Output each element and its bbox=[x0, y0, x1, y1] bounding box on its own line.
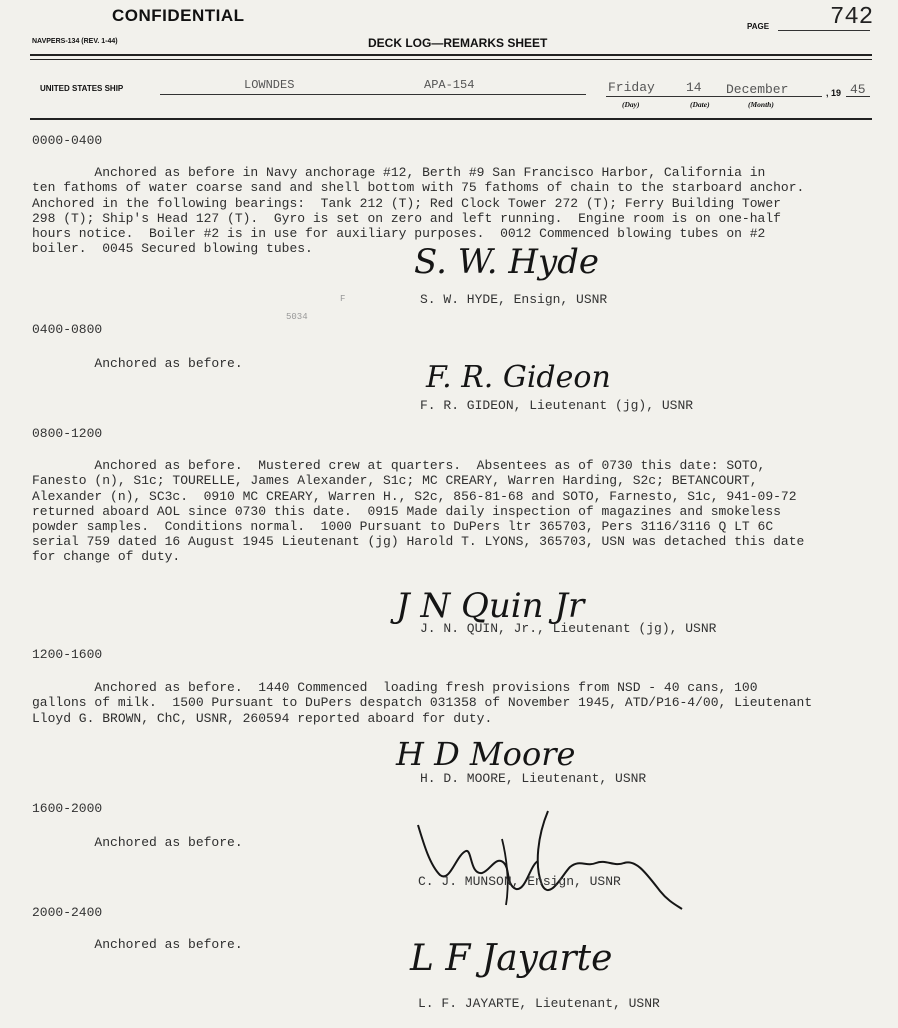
date-caption: (Date) bbox=[690, 100, 710, 109]
date-value: 14 bbox=[686, 80, 702, 95]
ship-name-underline bbox=[160, 94, 586, 95]
watch-entry-text: Anchored as before. bbox=[32, 356, 243, 372]
month-value: December bbox=[726, 82, 789, 97]
date-underline bbox=[606, 96, 822, 97]
signer-name: C. J. MUNSON, Ensign, USNR bbox=[418, 874, 621, 889]
ship-name: LOWNDES bbox=[244, 78, 295, 92]
header-rule-thin bbox=[30, 59, 872, 60]
watch-entry-text: Anchored as before. bbox=[32, 835, 243, 851]
year-prefix: , 19 bbox=[826, 88, 842, 98]
day-value: Friday bbox=[608, 80, 655, 95]
signature-handwritten: H D Moore bbox=[396, 735, 576, 773]
watch-time: 0000-0400 bbox=[32, 133, 103, 148]
month-caption: (Month) bbox=[748, 100, 774, 109]
header-rule bbox=[30, 54, 872, 56]
signature-scrawl bbox=[410, 805, 690, 915]
signature-handwritten: F. R. Gideon bbox=[426, 360, 611, 395]
page-label: PAGE bbox=[747, 22, 770, 31]
stray-mark: 5034 bbox=[286, 312, 308, 322]
watch-entry-text: Anchored as before. bbox=[32, 937, 243, 953]
signer-name: S. W. HYDE, Ensign, USNR bbox=[420, 292, 608, 307]
watch-entry-text: Anchored as before. Mustered crew at quarters. Absentees as of 0730 this date: SOTO, Fanesto (n), S1c; TOURELLE, James Alexander, S1c; MC CREARY, Warren Harding, S2c; BETANCOURT, Alexander (n), SC3c. 0910 MC CREARY, Warren H., S2c, 856-81-68 and SOTO, Farnesto, S1c, 941-09-72 returned aboard AOL since 0730 this date. 0915 Made daily inspection of magazines and smokeless powder samples. Conditions normal. 1000 Pursuant to DuPers ltr 365703, Pers 3116/3116 Q LT 6C serial 759 dated 16 August 1945 Lieutenant (jg) Harold T. LYONS, 365703, USN was detached this date for change of duty. bbox=[32, 458, 805, 565]
signer-name: L. F. JAYARTE, Lieutenant, USNR bbox=[418, 996, 660, 1011]
watch-time: 0800-1200 bbox=[32, 426, 103, 441]
watch-time: 1600-2000 bbox=[32, 801, 103, 816]
form-id: NAVPERS-134 (REV. 1-44) bbox=[32, 38, 118, 45]
watch-entry-text: Anchored as before in Navy anchorage #12, Berth #9 San Francisco Harbor, California in ten fathoms of water coarse sand and shell bottom with 75 fathoms of chain to the starboard anchor. Anchored in the following bearings: Tank 212 (T); Red Clock Tower 272 (T); Ferry Building Tower 298 (T); Ship's Head 127 (T). Gyro is set on zero and left running. Engine room is on one-half hours notice. Boiler #2 is in use for auxiliary purposes. 0012 Commenced blowing tubes on #2 boiler. 0045 Secured blowing tubes. bbox=[32, 165, 805, 257]
ship-hull-number: APA-154 bbox=[424, 78, 475, 92]
signature-handwritten: J N Quin Jr bbox=[396, 586, 585, 626]
watch-time: 2000-2400 bbox=[32, 905, 103, 920]
signer-name: F. R. GIDEON, Lieutenant (jg), USNR bbox=[420, 398, 694, 413]
page-number: 742 bbox=[830, 4, 874, 31]
signer-name: J. N. QUIN, Jr., Lieutenant (jg), USNR bbox=[420, 621, 717, 636]
watch-time: 0400-0800 bbox=[32, 322, 103, 337]
classification-label: CONFIDENTIAL bbox=[112, 6, 245, 25]
ship-label: UNITED STATES SHIP bbox=[40, 84, 124, 93]
signature-handwritten: S. W. Hyde bbox=[414, 242, 600, 282]
watch-time: 1200-1600 bbox=[32, 647, 103, 662]
day-caption: (Day) bbox=[622, 100, 640, 109]
stray-mark: F bbox=[340, 294, 346, 304]
signature-text-hidden bbox=[560, 860, 564, 861]
signature-handwritten: L F Jayarte bbox=[410, 938, 613, 979]
sheet-title: DECK LOG—REMARKS SHEET bbox=[368, 36, 548, 50]
signer-name: H. D. MOORE, Lieutenant, USNR bbox=[420, 771, 647, 786]
watch-entry-text: Anchored as before. 1440 Commenced loading fresh provisions from NSD - 40 cans, 100 gallons of milk. 1500 Pursuant to DuPers despatch 031358 of November 1945, ATD/P16-4/00, Lieutenant Lloyd G. BROWN, ChC, USNR, 260594 reported aboard for duty. bbox=[32, 680, 813, 726]
body-top-rule bbox=[30, 118, 872, 120]
year-value: 45 bbox=[850, 82, 866, 97]
